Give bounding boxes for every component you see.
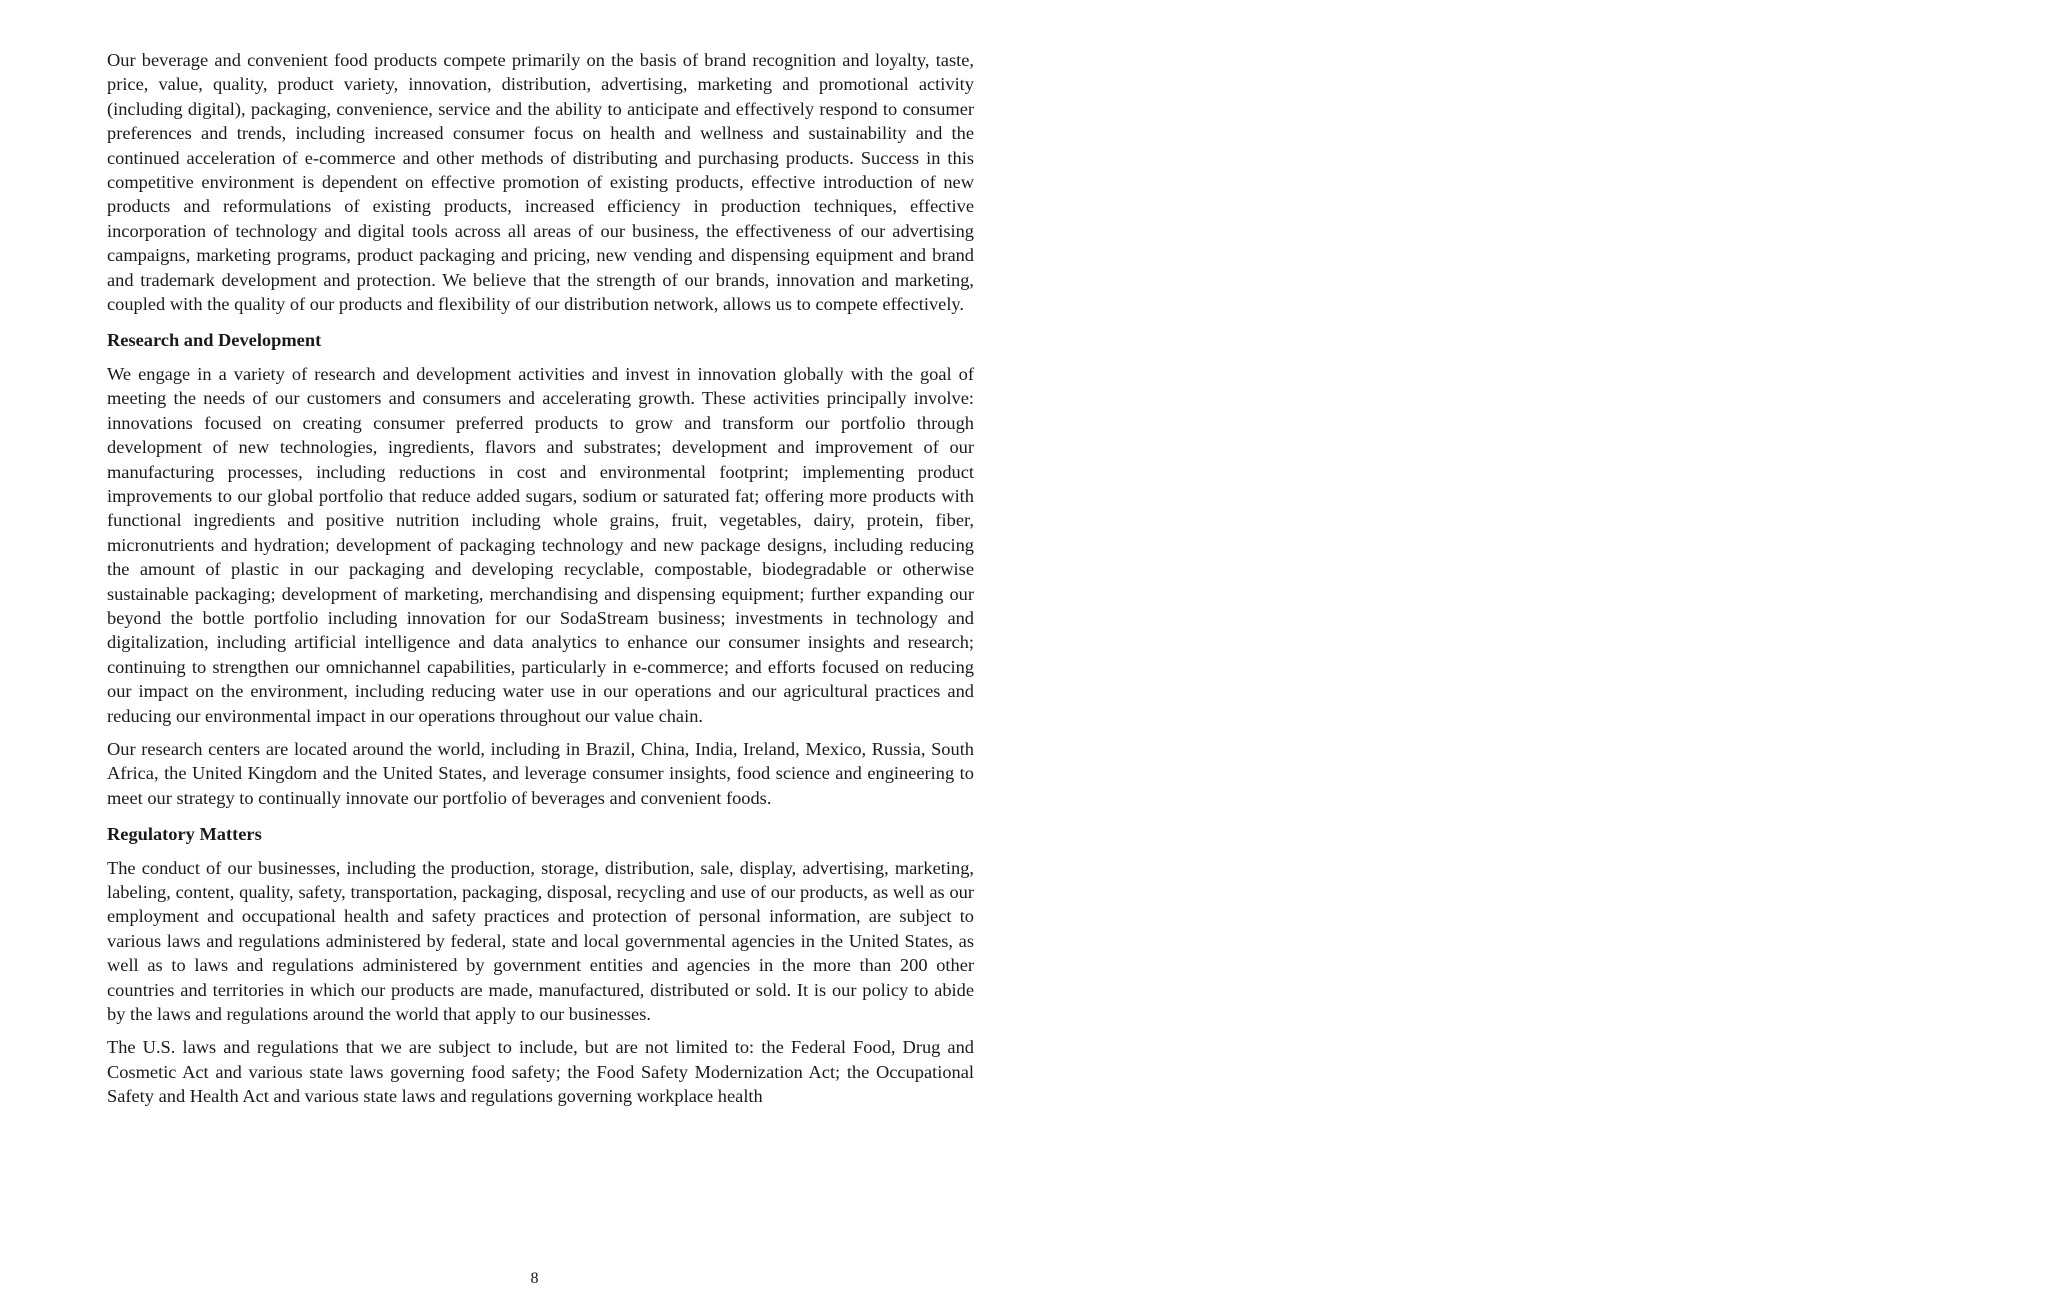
paragraph-regulatory-conduct: The conduct of our businesses, including the production, storage, distribution, sale, display, advertising, marketing, labeling, content, quality, safety, transportation, packaging, disposal, recycling and use of our products, as well as our employment and occupational health and safety practices and protection of personal information, are subject to various laws and regulations administered by federal, state and local governmental agencies in the United States, as well as to laws and regulations administered by government entities and agencies in the more than 200 other countries and territories in which our products are made, manufactured, distributed or sold. It is our policy to abide by the laws and regulations around the world that apply to our businesses. bbox=[107, 857, 974, 1025]
paragraph-research-centers: Our research centers are located around the world, including in Brazil, China, India, Ireland, Mexico, Russia, South Africa, the United Kingdom and the United States, and leverage consumer insights, food science and engineering to meet our strategy to continually innovate our portfolio of beverages and convenient foods. bbox=[107, 738, 974, 808]
page-number: 8 bbox=[530, 1270, 539, 1287]
page-content bbox=[107, 48, 974, 1118]
paragraph-competition: Our beverage and convenient food products compete primarily on the basis of brand recognition and loyalty, taste, price, value, quality, product variety, innovation, distribution, advertising, marketing and promotional activity (including digital), packaging, convenience, service and the ability to anticipate and effectively respond to consumer preferences and trends, including increased consumer focus on health and wellness and sustainability and the continued acceleration of e-commerce and other methods of distributing and purchasing products. Success in this competitive environment is dependent on effective promotion of existing products, effective introduction of new products and reformulations of existing products, increased efficiency in production techniques, effective incorporation of technology and digital tools across all areas of our business, the effectiveness of our advertising campaigns, marketing programs, product packaging and pricing, new vending and dispensing equipment and brand and trademark development and protection. We believe that the strength of our brands, innovation and marketing, coupled with the quality of our products and flexibility of our distribution network, allows us to compete effectively. bbox=[107, 50, 974, 315]
paragraph-us-laws: The U.S. laws and regulations that we are subject to include, but are not limited to: the Federal Food, Drug and Cosmetic Act and various state laws governing food safety; the Food Safety Modernization Act; the Occupational Safety and Health Act and various state laws and regulations governing workplace health bbox=[107, 1037, 974, 1107]
heading-research-and-development: Research and Development bbox=[107, 330, 322, 351]
heading-regulatory-matters: Regulatory Matters bbox=[107, 824, 262, 845]
paragraph-research-activities: We engage in a variety of research and development activities and invest in innovation globally with the goal of meeting the needs of our customers and consumers and accelerating growth. These activities principally involve: innovations focused on creating consumer preferred products to grow and transform our portfolio through development of new technologies, ingredients, flavors and substrates; development and improvement of our manufacturing processes, including reductions in cost and environmental footprint; implementing product improvements to our global portfolio that reduce added sugars, sodium or saturated fat; offering more products with functional ingredients and positive nutrition including whole grains, fruit, vegetables, dairy, protein, fiber, micronutrients and hydration; development of packaging technology and new package designs, including reducing the amount of plastic in our packaging and developing recyclable, compostable, biodegradable or otherwise sustainable packaging; development of marketing, merchandising and dispensing equipment; further expanding our beyond the bottle portfolio including innovation for our SodaStream business; investments in technology and digitalization, including artificial intelligence and data analytics to enhance our consumer insights and research; continuing to strengthen our omnichannel capabilities, particularly in e-commerce; and efforts focused on reducing our impact on the environment, including reducing water use in our operations and our agricultural practices and reducing our environmental impact in our operations throughout our value chain. bbox=[107, 363, 974, 726]
